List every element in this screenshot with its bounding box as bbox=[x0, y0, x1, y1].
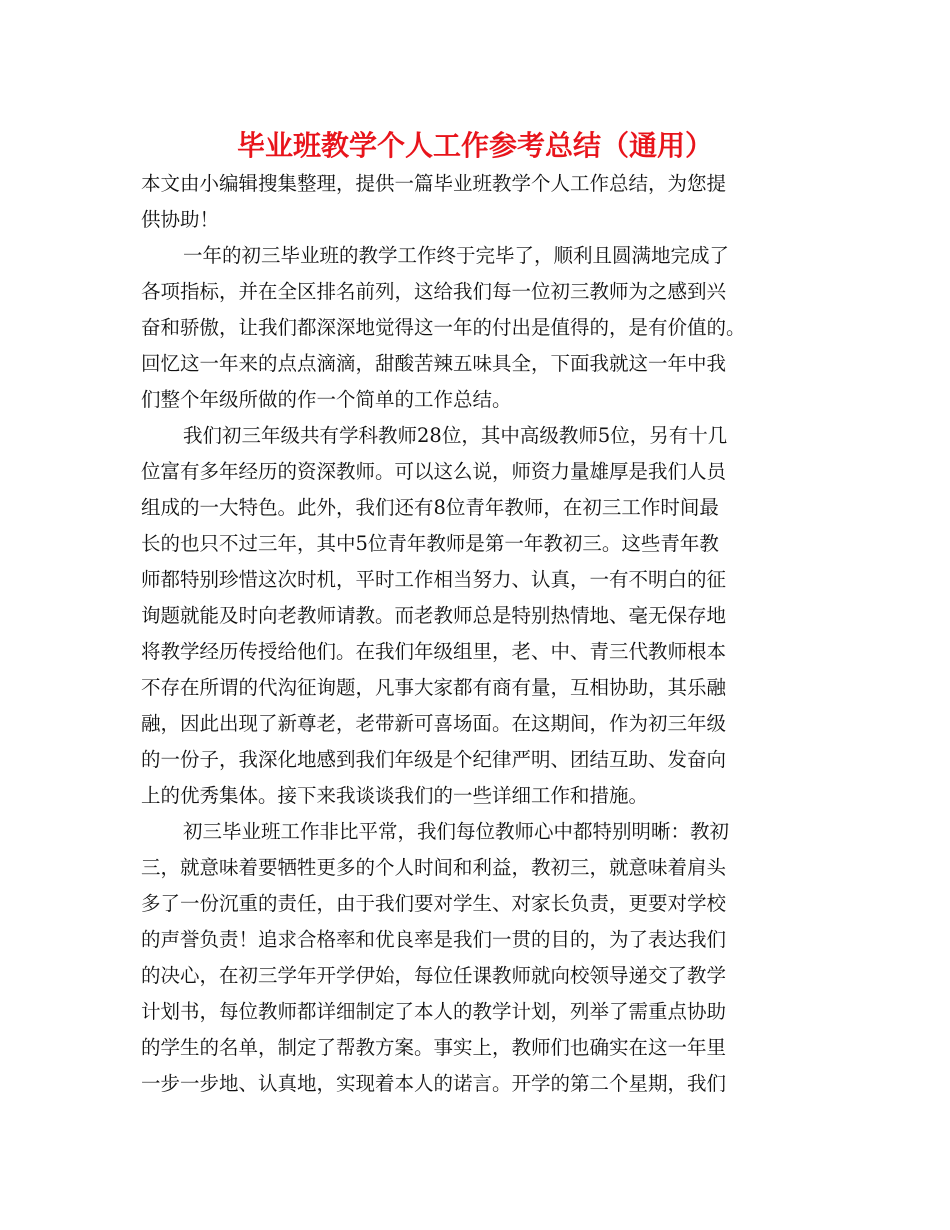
text-line: 各项指标，并在全区排名前列，这给我们每一位初三教师为之感到兴 bbox=[141, 280, 727, 303]
text-line: 上的优秀集体。接下来我谈谈我们的一些详细工作和措施。 bbox=[141, 784, 649, 807]
paragraph-first-line: 初三毕业班工作非比平常，我们每位教师心中都特别明晰：教初 bbox=[183, 820, 730, 843]
text-line: 回忆这一年来的点点滴滴，甜酸苦辣五味具全，下面我就这一年中我 bbox=[141, 352, 727, 375]
document-title: 毕业班教学个人工作参考总结（通用） bbox=[236, 129, 713, 162]
text-line: 计划书，每位教师都详细制定了本人的教学计划，列举了需重点协助 bbox=[141, 1000, 727, 1023]
text-line: 融，因此出现了新尊老，老带新可喜场面。在这期间，作为初三年级 bbox=[141, 712, 727, 735]
text-line: 师都特别珍惜这次时机，平时工作相当努力、认真，一有不明白的征 bbox=[141, 568, 727, 591]
paragraph-first-line: 一年的初三毕业班的教学工作终于完毕了，顺利且圆满地完成了 bbox=[183, 244, 730, 267]
text-line: 位富有多年经历的资深教师。可以这么说，师资力量雄厚是我们人员 bbox=[141, 460, 727, 483]
text-line: 本文由小编辑搜集整理，提供一篇毕业班教学个人工作总结，为您提 bbox=[141, 172, 727, 195]
text-line: 的声誉负责！追求合格率和优良率是我们一贯的目的，为了表达我们 bbox=[141, 928, 727, 951]
text-line: 们整个年级所做的作一个简单的工作总结。 bbox=[141, 388, 512, 411]
text-line: 的学生的名单，制定了帮教方案。事实上，教师们也确实在这一年里 bbox=[141, 1036, 727, 1059]
text-line: 一步一步地、认真地，实现着本人的诺言。开学的第二个星期，我们 bbox=[141, 1072, 727, 1095]
text-line: 奋和骄傲，让我们都深深地觉得这一年的付出是值得的，是有价值的。 bbox=[141, 316, 746, 339]
paragraph-first-line: 我们初三年级共有学科教师28位，其中高级教师5位，另有十几 bbox=[183, 424, 728, 447]
text-line: 三，就意味着要牺牲更多的个人时间和利益，教初三，就意味着肩头 bbox=[141, 856, 727, 879]
text-line: 将教学经历传授给他们。在我们年级组里，老、中、青三代教师根本 bbox=[141, 640, 727, 663]
text-line: 多了一份沉重的责任，由于我们要对学生、对家长负责，更要对学校 bbox=[141, 892, 727, 915]
text-line: 不存在所谓的代沟征询题，凡事大家都有商有量，互相协助，其乐融 bbox=[141, 676, 727, 699]
text-line: 询题就能及时向老教师请教。而老教师总是特别热情地、毫无保存地 bbox=[141, 604, 727, 627]
text-line: 的决心，在初三学年开学伊始，每位任课教师就向校领导递交了教学 bbox=[141, 964, 727, 987]
text-line: 长的也只不过三年，其中5位青年教师是第一年教初三。这些青年教 bbox=[141, 532, 719, 555]
text-line: 供协助！ bbox=[141, 208, 220, 231]
document-body bbox=[141, 166, 811, 1102]
text-line: 组成的一大特色。此外，我们还有8位青年教师，在初三工作时间最 bbox=[141, 496, 719, 519]
text-line: 的一份子，我深化地感到我们年级是个纪律严明、团结互助、发奋向 bbox=[141, 748, 727, 771]
